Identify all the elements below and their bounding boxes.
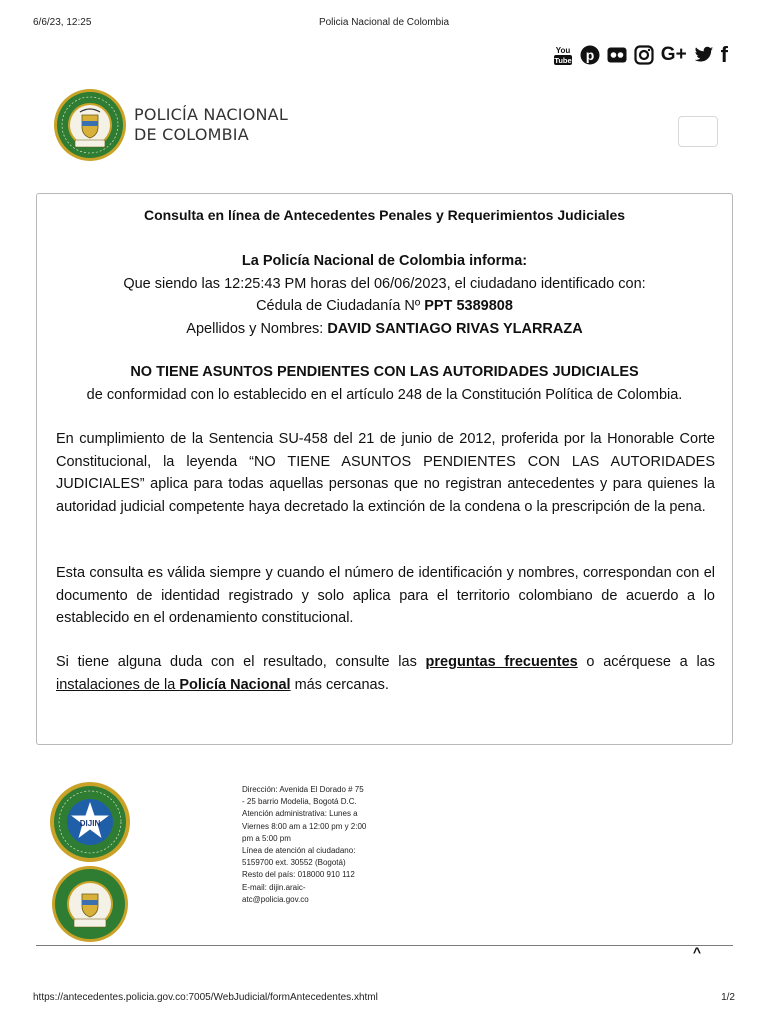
name-line [37, 318, 732, 341]
footer-info-line: Línea de atención al ciudadano: [242, 846, 356, 856]
help-paragraph [56, 651, 715, 696]
informa-heading: La Policía Nacional de Colombia informa: [241, 253, 528, 269]
help-text-b: o acérquese a las [577, 654, 715, 670]
status-block [37, 361, 732, 406]
footer-info-line: pm a 5:00 pm [242, 833, 291, 843]
print-url: https://antecedentes.policia.gov.co:7005/WebJudicial/formAntecedentes.xhtml [33, 992, 378, 1003]
pinterest-icon[interactable] [580, 44, 600, 66]
facilities-link-text: instalaciones de la [56, 676, 180, 693]
policia-nacional-link-text: Policía Nacional [179, 676, 291, 693]
instagram-icon[interactable] [634, 44, 654, 66]
footer-divider [36, 945, 733, 946]
footer-info-line: Viernes 8:00 am a 12:00 pm y 2:00 [242, 821, 367, 831]
help-text-a: Si tiene alguna duda con el resultado, consulte las [56, 654, 426, 670]
name-value: DAVID SANTIAGO RIVAS YLARRAZA [327, 320, 583, 337]
brand-line-1: POLICÍA NACIONAL [134, 105, 288, 124]
svg-text:Tube: Tube [554, 56, 572, 65]
police-seal-footer-icon [49, 864, 131, 944]
timestamp-line: Que siendo las 12:25:43 PM horas del 06/06/2023, el ciudadano identificado con: [123, 275, 646, 292]
chevron-up-icon: ^ [692, 944, 702, 960]
print-title: Policia Nacional de Colombia [318, 17, 450, 28]
svg-text:You: You [555, 46, 571, 55]
dijin-label: DIJIN [79, 819, 101, 828]
id-line [37, 295, 732, 318]
footer-info-line: - 25 barrio Modelia, Bogotá D.C. [242, 797, 357, 807]
youtube-icon[interactable] [553, 44, 573, 66]
print-page-number: 1/2 [721, 992, 735, 1003]
dijin-seal-icon [49, 780, 131, 864]
brand-header[interactable] [53, 88, 288, 162]
print-date: 6/6/23, 12:25 [33, 17, 92, 28]
faq-link[interactable]: preguntas frecuentes [425, 654, 578, 670]
police-seal-icon [53, 88, 127, 162]
footer-seals [49, 780, 131, 944]
social-links [553, 44, 728, 66]
scroll-to-top-button[interactable] [686, 944, 708, 960]
status-text: NO TIENE ASUNTOS PENDIENTES CON LAS AUTORIDADES JUDICIALES [130, 364, 639, 380]
card-title: Consulta en línea de Antecedentes Penales y Requerimientos Judiciales [143, 207, 626, 223]
footer-info-line: E-mail: dijin.araic- [242, 882, 306, 892]
footer-info-line: 5159700 ext. 30552 (Bogotá) [242, 858, 346, 868]
facebook-icon[interactable]: f [720, 42, 728, 67]
footer-info-line: atc@policia.gov.co [242, 894, 309, 904]
flickr-icon[interactable] [607, 44, 627, 66]
footer-info-line: Resto del país: 018000 910 112 [242, 870, 355, 880]
footer-contact-info [242, 784, 382, 906]
help-text-c: más cercanas. [290, 676, 389, 693]
print-footer [0, 992, 768, 1006]
name-prefix: Apellidos y Nombres: [186, 320, 328, 337]
validity-paragraph: Esta consulta es válida siempre y cuando el número de identificación y nombres, correspondan con el documento de identidad registrado y solo aplica para el territorio colombiano de acuerdo a lo establecido en el ordenamiento constitucional. [56, 565, 715, 626]
menu-toggle-button[interactable] [678, 116, 718, 147]
footer-info-line: Dirección: Avenida El Dorado # 75 [242, 785, 364, 794]
status-detail: de conformidad con lo establecido en el artículo 248 de la Constitución Política de Colombia. [86, 386, 683, 403]
id-prefix: Cédula de Ciudadanía Nº [256, 298, 425, 314]
id-value: PPT 5389808 [424, 298, 513, 314]
facilities-link[interactable] [56, 677, 291, 693]
footer-info-line: Atención administrativa: Lunes a [242, 809, 358, 819]
citizen-info [37, 250, 732, 340]
sentencia-paragraph: En cumplimiento de la Sentencia SU-458 del 21 de junio de 2012, proferida por la Honorable Corte Constitucional, la leyenda “NO TIENE ASUNTOS PENDIENTES CON LAS AUTORIDADES JUDICIALES” aplica para todas aquellas personas que no registran antecedentes y para quienes la autoridad judicial competente haya decretado la extinción de la condena o la prescripción de la pena. [56, 431, 715, 515]
brand-line-2: DE COLOMBIA [134, 125, 249, 144]
twitter-icon[interactable] [694, 44, 714, 66]
print-header [0, 17, 768, 33]
brand-name [134, 105, 288, 145]
google-plus-icon[interactable]: G+ [660, 44, 687, 65]
result-card [36, 193, 733, 745]
svg-text:p: p [585, 47, 595, 63]
